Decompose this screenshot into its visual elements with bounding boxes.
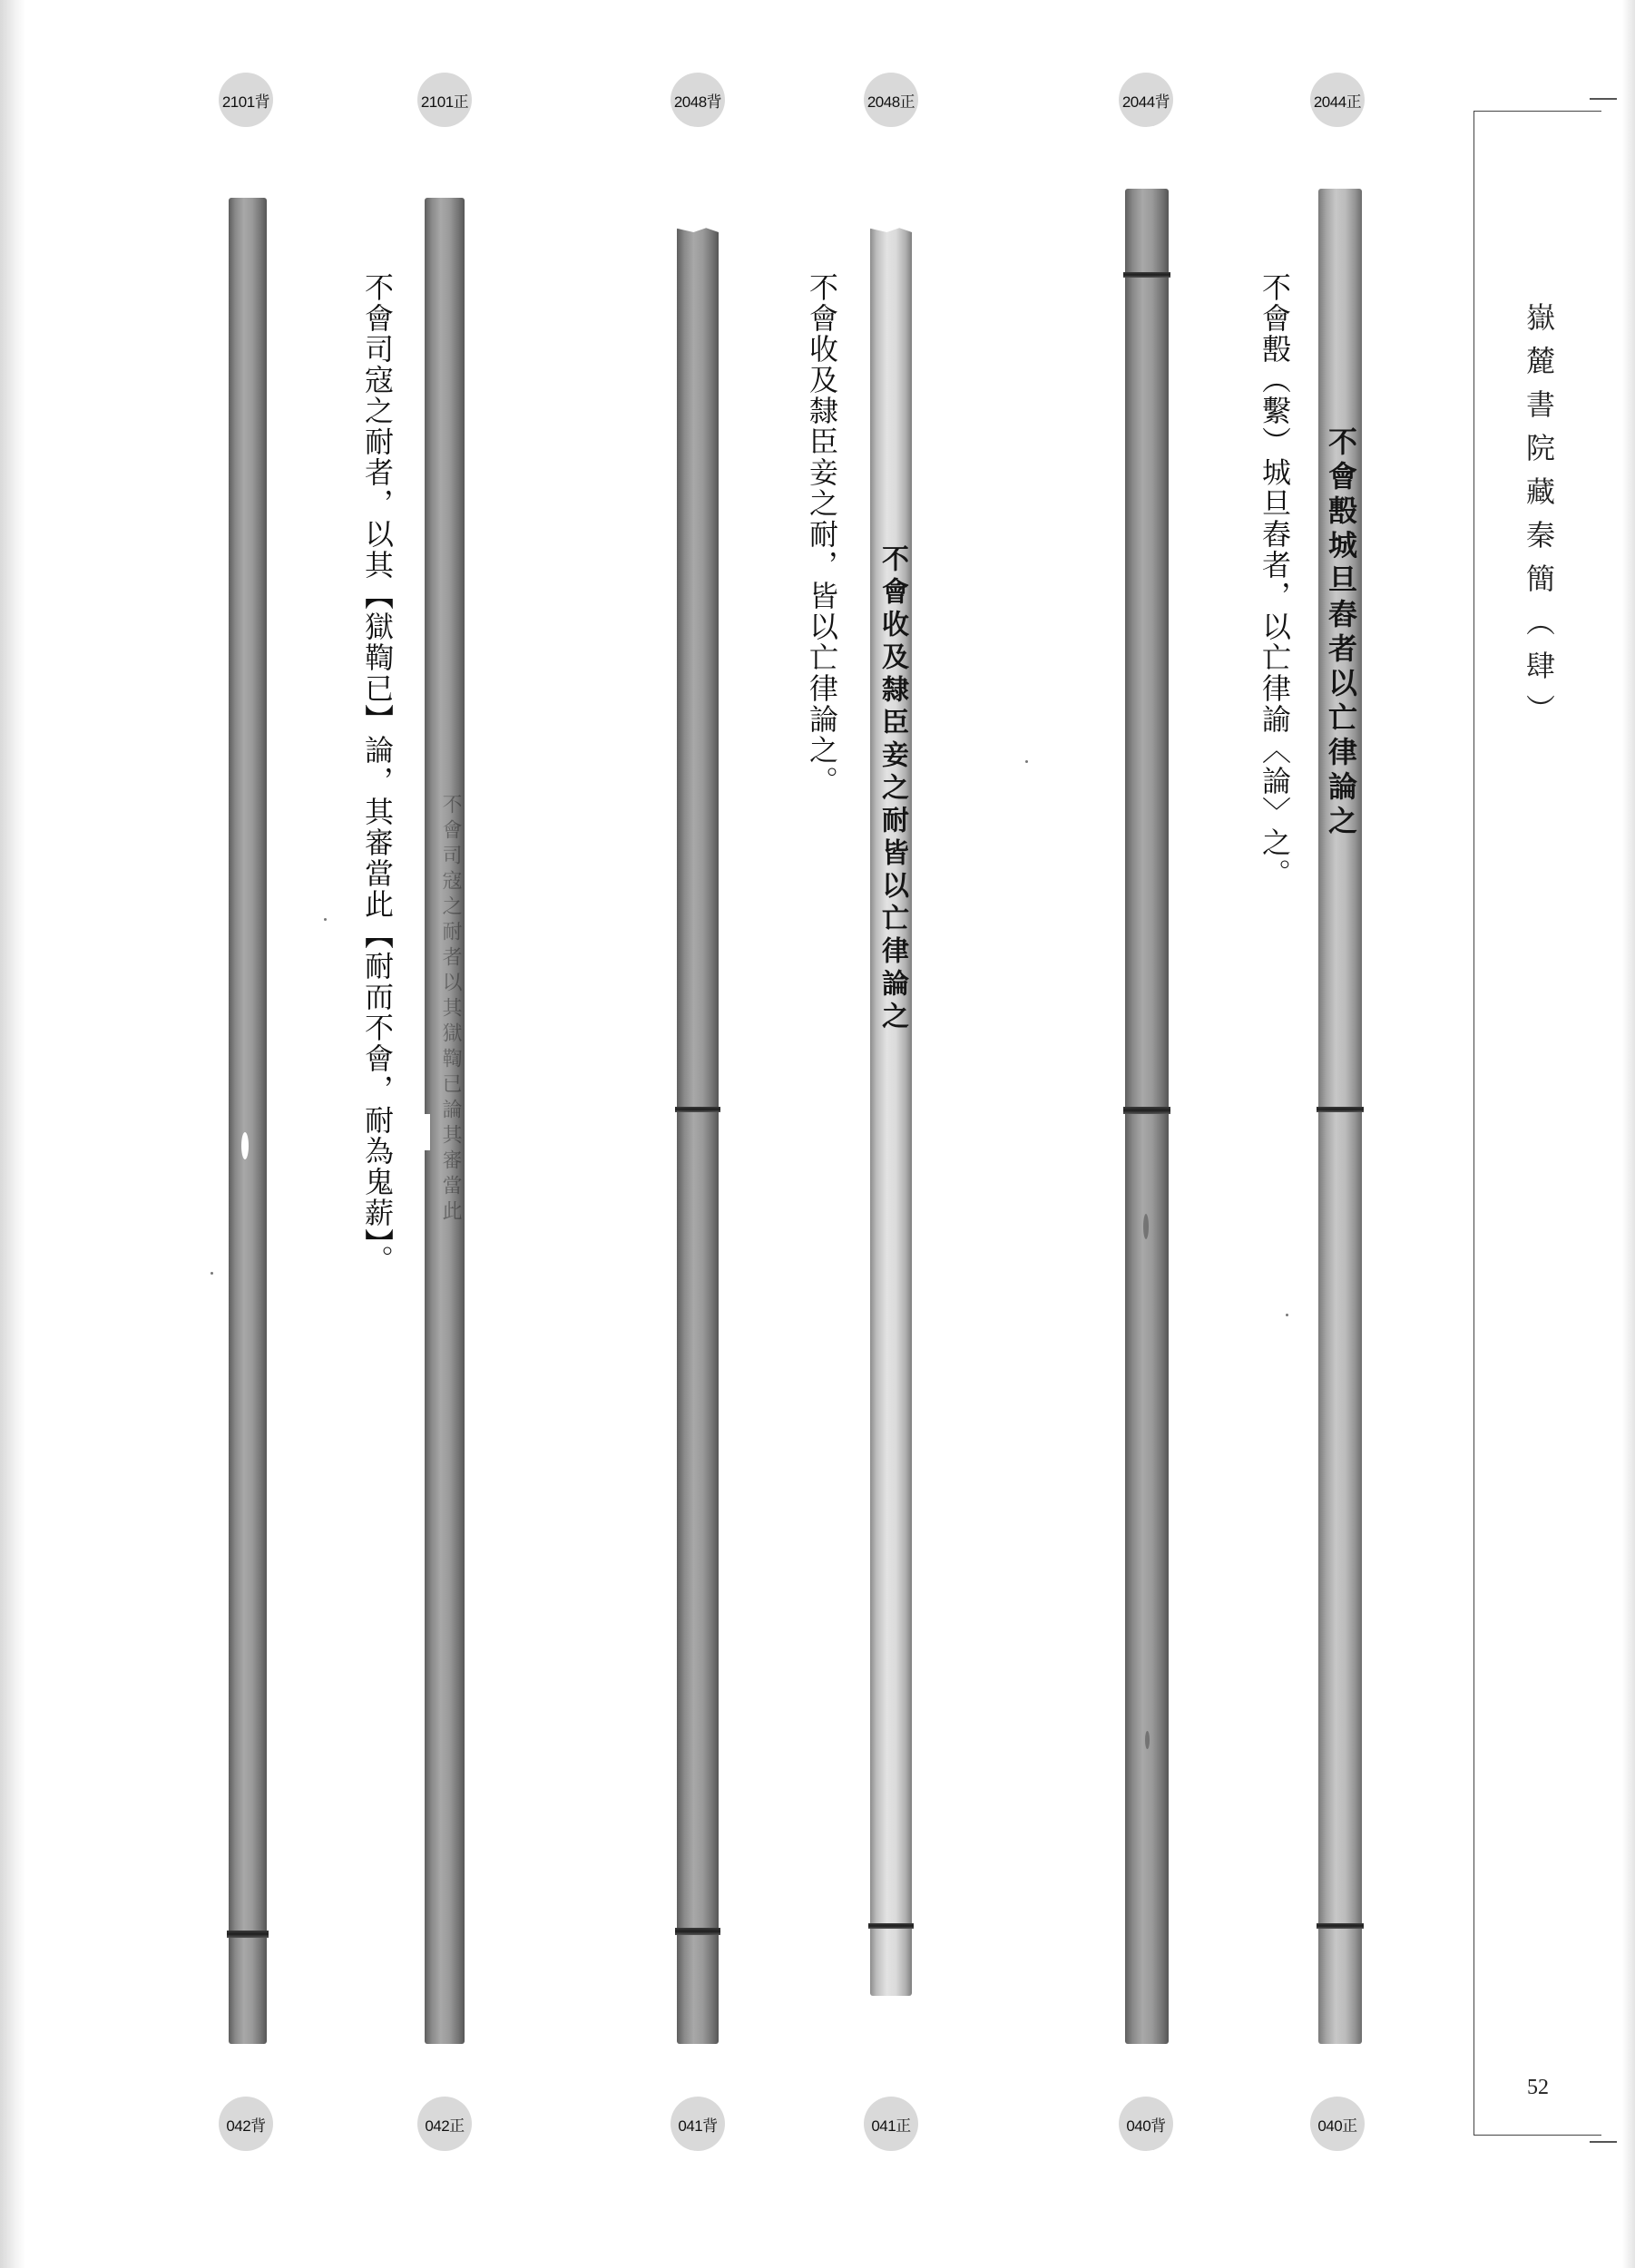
slip-stain (241, 1132, 249, 1159)
page-edge-shadow (1622, 0, 1635, 2268)
label-2044-front-top: 2044正 (1310, 73, 1365, 127)
slip-041-front-script: 不會收及隸臣妾之耐皆以亡律論之 (876, 544, 908, 1034)
slip-040-front (1318, 189, 1362, 2044)
paper-speck (324, 918, 327, 921)
label-2048-back-top: 2048背 (671, 73, 725, 127)
slip-broken-top (870, 227, 912, 232)
transcription-042: 不會司寇之耐者，以其【獄鞫已】論，其審當此【耐而不會，耐為鬼薪】。 (360, 272, 395, 1276)
label-041-front-bottom: 041正 (864, 2097, 918, 2151)
slip-node (675, 1928, 720, 1935)
paper-speck (1025, 760, 1028, 763)
slip-node (868, 1923, 914, 1929)
slip-node (1123, 1107, 1170, 1114)
page-number: 52 (1527, 2076, 1549, 2099)
running-header-box (1473, 111, 1601, 2136)
slip-node (675, 1107, 720, 1112)
slip-broken-top (677, 227, 719, 232)
slip-042-front (425, 198, 465, 2044)
paper-speck (210, 1272, 213, 1275)
label-040-back-bottom: 040背 (1119, 2097, 1173, 2151)
slip-node (1317, 1923, 1364, 1929)
paper-speck (1286, 1314, 1288, 1316)
slip-042-back (229, 198, 267, 2044)
label-2048-front-top: 2048正 (864, 73, 918, 127)
book-title: 嶽麓書院藏秦簡︵肆︶ (1522, 302, 1556, 738)
page-gutter-shadow (0, 0, 25, 2268)
crop-mark (1590, 98, 1617, 100)
label-2101-front-top: 2101正 (417, 73, 472, 127)
slip-040-back (1125, 189, 1169, 2044)
slip-stain (1143, 1214, 1149, 1239)
label-042-front-bottom: 042正 (417, 2097, 472, 2151)
label-041-back-bottom: 041背 (671, 2097, 725, 2151)
transcription-040: 不會毄（繫）城旦舂者，以亡律諭〈論〉之。 (1258, 272, 1292, 889)
label-2101-back-top: 2101背 (219, 73, 273, 127)
slip-node (1317, 1107, 1364, 1112)
slip-041-front (870, 227, 912, 1996)
slip-stain (425, 1114, 430, 1150)
transcription-041: 不會收及隸臣妾之耐，皆以亡律論之。 (805, 272, 839, 797)
label-042-back-bottom: 042背 (219, 2097, 273, 2151)
label-2044-back-top: 2044背 (1119, 73, 1173, 127)
slip-040-front-script: 不會毄城旦舂者以亡律論之 (1324, 426, 1358, 840)
slip-041-back (677, 227, 719, 2044)
crop-mark (1590, 2141, 1617, 2143)
label-040-front-bottom: 040正 (1310, 2097, 1365, 2151)
slip-node (227, 1931, 269, 1938)
slip-node (1123, 272, 1170, 278)
slip-042-front-script: 不會司寇之耐者以其獄鞫已論其審當此 (439, 794, 462, 1226)
slip-stain (1145, 1731, 1150, 1749)
